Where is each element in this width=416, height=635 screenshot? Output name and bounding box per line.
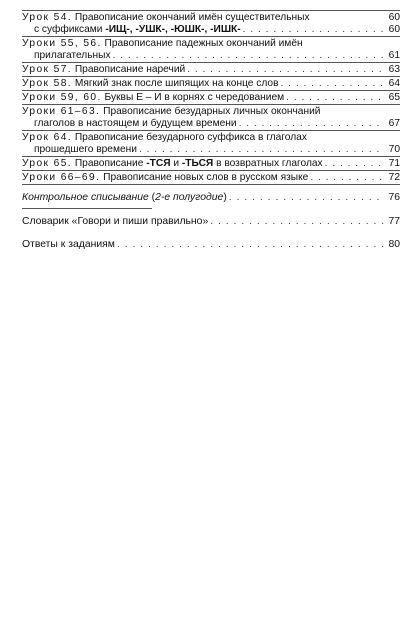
toc-line: [22, 191, 400, 205]
toc-entry-title: [22, 78, 279, 90]
title-part: Контрольное списывание: [22, 192, 149, 203]
toc-line: [22, 12, 400, 24]
title-part: (: [148, 192, 156, 203]
title-part: с суффиксами: [34, 24, 106, 35]
toc-entry-title: [22, 106, 320, 118]
toc-line: [22, 215, 400, 229]
toc-entry: [22, 105, 400, 130]
title-part: Мягкий знак после шипящих на конце слов: [72, 78, 279, 89]
title-part: Уроки 66–69.: [22, 172, 101, 183]
toc-entry-title: [22, 191, 227, 205]
toc-entry: [22, 11, 400, 36]
title-part: -ТЬСЯ: [181, 158, 214, 169]
title-part: 2-е полугодие: [155, 192, 224, 203]
page-number: 72: [388, 172, 400, 183]
toc-entry: [22, 215, 400, 229]
title-part: Правописание окончаний имён существительных: [72, 12, 310, 23]
title-part: Уроки 61–63.: [22, 106, 101, 117]
title-part: Правописание безударных личных окончаний: [100, 106, 321, 117]
page-number: 65: [388, 92, 400, 103]
dot-leader: [187, 64, 384, 76]
toc-line: [22, 38, 400, 50]
dot-leader: [229, 191, 384, 205]
page-number: 77: [388, 216, 400, 227]
toc-entry: [22, 157, 400, 170]
toc-entry-title: [34, 144, 137, 156]
dot-leader: [281, 78, 384, 90]
toc-entry-title: [22, 12, 310, 24]
page-number: 61: [388, 50, 400, 61]
title-part: Урок 54.: [22, 12, 72, 23]
toc-entry-title: [34, 50, 111, 62]
title-part: Словарик «Говори и пиши правильно»: [22, 216, 209, 227]
page-number: 60: [388, 12, 400, 23]
title-part: прилагательных: [34, 50, 111, 61]
title-part: в возвратных глаголах: [213, 158, 323, 169]
dot-leader: [139, 144, 384, 156]
toc-entry-title: [22, 158, 323, 170]
title-part: ): [223, 192, 227, 203]
title-part: Правописание новых слов в русском языке: [100, 172, 309, 183]
dot-leader: [117, 238, 384, 252]
toc-line: [22, 78, 400, 90]
page-number: 63: [388, 64, 400, 75]
table-of-contents: [0, 10, 416, 252]
toc-entry: [22, 171, 400, 184]
spacer: [0, 209, 416, 212]
toc-entry-title: [22, 38, 303, 50]
toc-entry: [22, 238, 400, 252]
toc-line: [22, 92, 400, 104]
toc-entry-title: [34, 118, 237, 130]
toc-entry-title: [22, 238, 115, 252]
title-part: Уроки 55, 56.: [22, 38, 102, 49]
title-part: Урок 64.: [22, 132, 72, 143]
toc-line: [22, 172, 400, 184]
appendix-list: [0, 185, 416, 252]
title-part: Урок 65.: [22, 158, 72, 169]
title-part: Правописание безударного суффикса в глаголах: [72, 132, 307, 143]
toc-entry-title: [22, 132, 307, 144]
title-part: Правописание: [72, 158, 147, 169]
page-number: 60: [388, 24, 400, 35]
lesson-list: [0, 10, 416, 184]
title-part: Урок 58.: [22, 78, 72, 89]
toc-entry: [22, 77, 400, 90]
page-number: 71: [388, 158, 400, 169]
title-part: -ИЩ-, -УШК-, -ЮШК-, -ИШК-: [105, 24, 241, 35]
spacer: [0, 185, 416, 188]
toc-entry: [22, 131, 400, 156]
dot-leader: [325, 158, 384, 170]
toc-entry-title: [22, 172, 308, 184]
toc-entry: [22, 191, 400, 205]
toc-entry: [22, 91, 400, 104]
dot-leader: [310, 172, 384, 184]
title-part: и: [170, 158, 182, 169]
dot-leader: [286, 92, 384, 104]
title-part: прошедшего времени: [34, 144, 137, 155]
toc-entry-title: [22, 92, 284, 104]
toc-entry-title: [22, 215, 208, 229]
toc-line: [22, 50, 400, 62]
toc-entry: [22, 37, 400, 62]
toc-line: [22, 106, 400, 118]
toc-line: [22, 238, 400, 252]
title-part: -ТСЯ: [146, 158, 171, 169]
toc-entry-title: [22, 64, 185, 76]
page-number: 80: [388, 239, 400, 250]
dot-leader: [239, 118, 384, 130]
title-part: Уроки 59, 60.: [22, 92, 102, 103]
page-number: 70: [388, 144, 400, 155]
page-number: 67: [388, 118, 400, 129]
title-part: Ответы к заданиям: [22, 239, 115, 250]
toc-line: [22, 132, 400, 144]
dot-leader: [113, 50, 384, 62]
toc-line: [22, 64, 400, 76]
toc-entry-title: [34, 24, 241, 36]
title-part: Правописание падежных окончаний имён: [101, 38, 303, 49]
dot-leader: [243, 24, 384, 36]
page-number: 64: [388, 78, 400, 89]
toc-entry: [22, 63, 400, 76]
title-part: Урок 57.: [22, 64, 72, 75]
title-part: Правописание наречий: [72, 64, 186, 75]
toc-line: [22, 24, 400, 36]
spacer: [0, 232, 416, 235]
toc-line: [22, 144, 400, 156]
dot-leader: [210, 215, 384, 229]
toc-line: [22, 158, 400, 170]
toc-line: [22, 118, 400, 130]
title-part: Буквы Е – И в корнях с чередованием: [101, 92, 285, 103]
title-part: глаголов в настоящем и будущем времени: [34, 118, 237, 129]
page-number: 76: [388, 192, 400, 203]
